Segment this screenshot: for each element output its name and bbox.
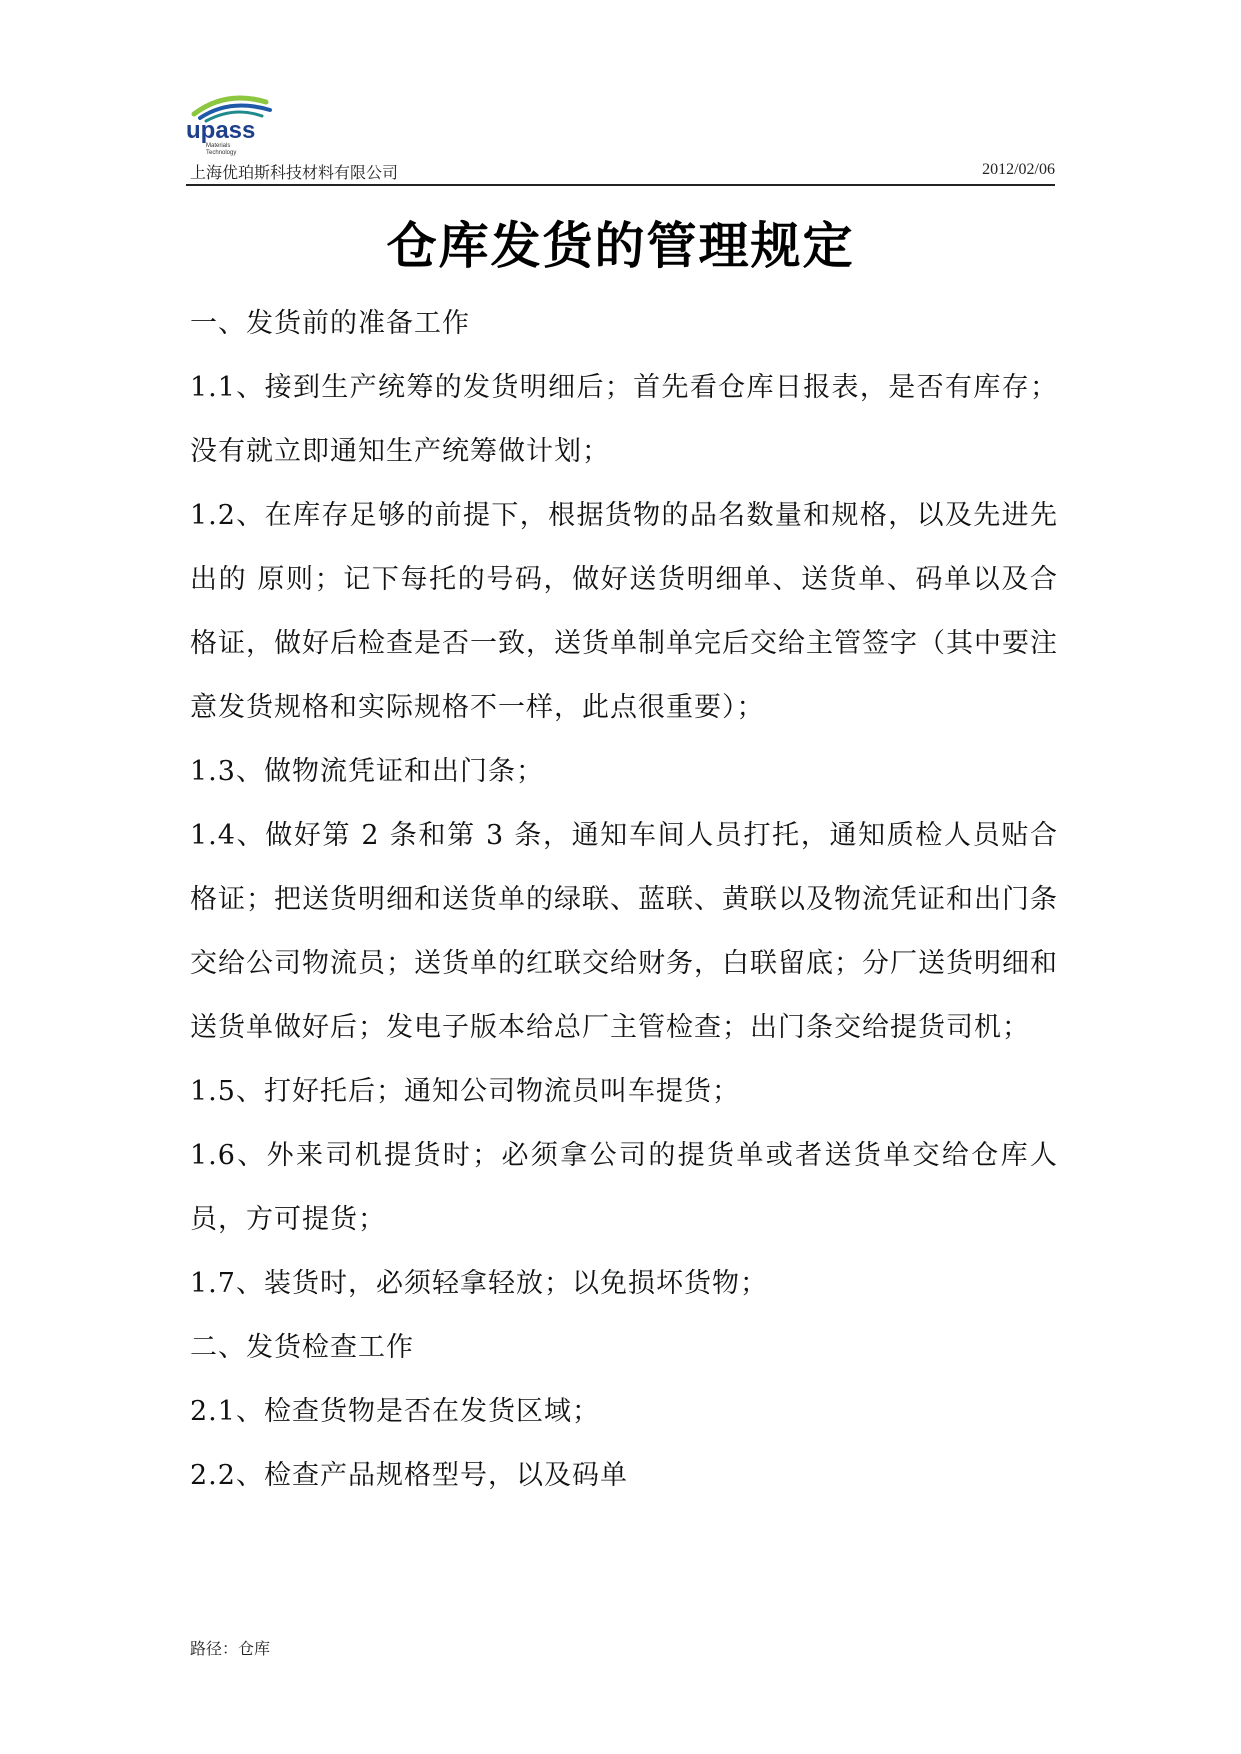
logo-subtext-2: Technology xyxy=(206,150,237,156)
clause-1-3: 1.3、做物流凭证和出门条； xyxy=(190,756,544,787)
clause-2-2: 2.2、检查产品规格型号，以及码单 xyxy=(190,1460,628,1491)
clause-1-6: 1.6、外来司机提货时；必须拿公司的提货单或者送货单交给仓库人员，方可提货； xyxy=(190,1140,1058,1235)
clause-1-2: 1.2、在库存足够的前提下，根据货物的品名数量和规格，以及先进先出的 原则；记下每托的号码，做好送货明细单、送货单、码单以及合格证，做好后检查是否一致，送货单制单完后交给主管签字（其中要注意发货规格和实际规格不一样，此点很重要）； xyxy=(190,500,1058,723)
company-name: 上海优珀斯科技材料有限公司 xyxy=(190,163,399,182)
footer-path: 路径：仓库 xyxy=(190,1639,271,1658)
document-title: 仓库发货的管理规定 xyxy=(386,216,855,275)
header-date: 2012/02/06 xyxy=(982,161,1055,178)
header-divider xyxy=(186,184,1055,186)
company-logo xyxy=(186,88,276,158)
clause-1-1: 1.1、接到生产统筹的发货明细后；首先看仓库日报表，是否有库存；没有就立即通知生产统筹做计划； xyxy=(190,372,1058,467)
clause-1-7: 1.7、装货时，必须轻拿轻放；以免损坏货物； xyxy=(190,1268,768,1299)
section-heading-2: 二、发货检查工作 xyxy=(190,1332,414,1363)
clause-2-1: 2.1、检查货物是否在发货区域； xyxy=(190,1396,600,1427)
logo-text: upass xyxy=(186,117,256,144)
logo-subtext-1: Materials xyxy=(206,143,231,149)
section-heading-1: 一、发货前的准备工作 xyxy=(190,308,470,339)
document-body xyxy=(190,292,1058,1508)
clause-1-5: 1.5、打好托后；通知公司物流员叫车提货； xyxy=(190,1076,740,1107)
clause-1-4: 1.4、做好第 2 条和第 3 条，通知车间人员打托，通知质检人员贴合格证；把送货明细和送货单的绿联、蓝联、黄联以及物流凭证和出门条交给公司物流员；送货单的红联交给财务，白联留底；分厂送货明细和送货单做好后；发电子版本给总厂主管检查；出门条交给提货司机； xyxy=(190,820,1058,1043)
